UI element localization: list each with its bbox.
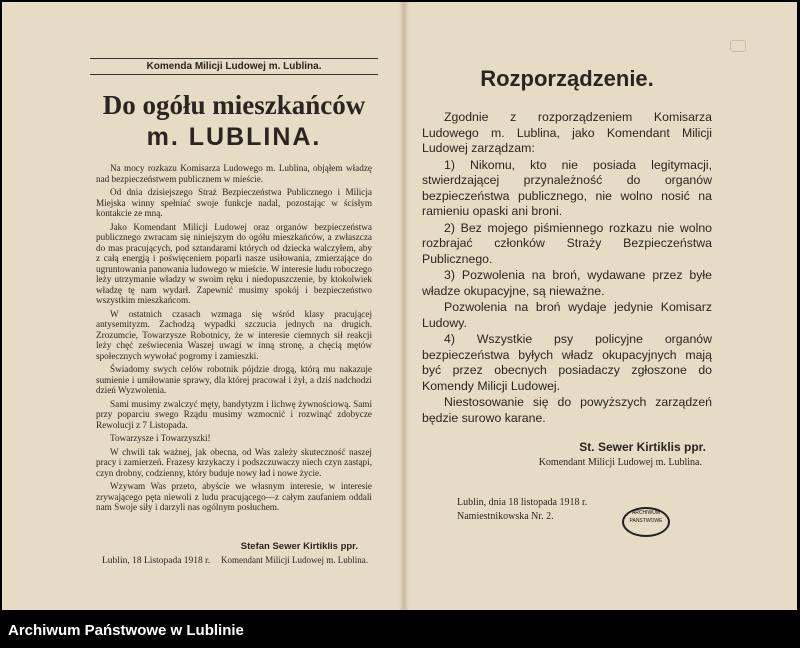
stamp-line2: PAŃSTWOWE [629, 518, 663, 524]
document-sheet [2, 2, 797, 610]
left-paragraph: Wzywam Was przeto, abyście we własnym interesie, w interesie zrywającego pęta niewoli z ludu pracującego—z całym zaufaniem oddali nam Swoje siły i darzyli nas ogólnym posłuchem. [96, 481, 372, 512]
right-paragraph: Pozwolenia na broń wydaje jedynie Komisarz Ludowy. [422, 300, 712, 330]
left-paragraph: Świadomy swych celów robotnik pójdzie drogą, którą mu nakazuje sumienie i umiłowanie sprawy, dla której pracował i żył, a dziś nadchodzi dzień Wyzwolenia. [96, 364, 372, 395]
right-address-line: Namiestnikowska Nr. 2. [457, 511, 554, 522]
left-date: Lublin, 18 Listopada 1918 r. [102, 556, 211, 566]
right-signature-title: Komendant Milicji Ludowej m. Lublina. [538, 457, 702, 468]
left-paragraph: Na mocy rozkazu Komisarza Ludowego m. Lublina, objąłem władzę nad bezpieczeństwem publicznem w mieście. [96, 163, 372, 184]
right-title: Rozporządzenie. [480, 66, 654, 91]
left-signature: Stefan Sewer Kirtiklis ppr. [240, 540, 358, 552]
left-paragraph: W chwili tak ważnej, jak obecna, od Was zależy skuteczność naszej pracy i zamierzeń. Frazesy krzykaczy i podszczuwaczy niech czyn zastąpi, czyn drobny, codzienny, który buduje nowy ład i nowe życie. [96, 446, 372, 478]
right-paragraph: Niestosowanie się do powyższych zarządzeń będzie surowo karane. [422, 395, 712, 425]
right-date-line: Lublin, dnia 18 listopada 1918 r. [457, 497, 588, 508]
left-signature-title: Komendant Milicji Ludowej m. Lublina. [221, 554, 368, 565]
right-notice [422, 62, 712, 468]
right-paragraph: 1) Nikomu, kto nie posiada legitymacji, stwierdzającej przynależność do organów bezpieczeństwa publicznego, nie wolno nosić na ramieniu opaski ani broni. [422, 157, 712, 218]
right-date-block [457, 496, 587, 524]
left-paragraph: W ostatnich czasach wzmaga się wśród klasy pracującej antysemityzm. Zachodzą wypadki szczucia jednych na drugich. Zrozumcie, Towarzysze Robotnicy, że w interesie ciemnych sił reakcji leży chęć zeświecenia Waszej uwagi w inną stronę, a chęcią mętów społecznych wywołać pogromy i zamieszki. [96, 308, 372, 361]
stamp-line1: ARCHIWUM [631, 510, 661, 516]
left-header: Komenda Milicji Ludowej m. Lublina. [90, 58, 378, 75]
left-paragraph: Towarzysze i Towarzyszki! [110, 433, 211, 443]
left-notice [90, 58, 378, 565]
archive-footer-label: Archiwum Państwowe w Lublinie [8, 622, 244, 639]
right-paragraph: 4) Wszystkie psy policyjne organów bezpieczeństwa byłych władz okupacyjnych mają być przez obecnych posiadaczy zgłoszone do Komendy Milicji Ludowej. [422, 332, 712, 393]
right-signature: St. Sewer Kirtiklis ppr. [579, 440, 706, 454]
left-title-line1: Do ogółu mieszkańców [102, 90, 366, 120]
page-fold [399, 2, 409, 610]
archive-stamp [622, 507, 670, 537]
left-paragraph: Jako Komendant Milicji Ludowej oraz organów bezpieczeństwa publicznego zwracam się niniejszym do ogółu mieszkańców, a zwłaszcza do mas pracujących, pod sztandarami których od dziecka walczyłem, aby z całą energją i poświęceniem poparli nasze usiłowania, zmierzające do ugruntowania panowania ludowego w mieście. W interesie ludu roboczego leży utrzymanie władzy w swoim ręku i niedopuszczenie, by ktokolwiek władzę tę nam wydarł. Zapewnić musimy spokój i bezpieczeństwo wszystkim mieszkańcom. [96, 221, 372, 305]
archive-tab-mark [730, 40, 746, 52]
right-paragraph: Zgodnie z rozporządzeniem Komisarza Ludowego m. Lublina, jako Komendant Milicji Ludowej zarządzam: [422, 110, 712, 155]
left-paragraph: Sami musimy zwalczyć męty, bandytyzm i lichwę żywnościową. Sami przy poparciu swego Rządu musimy wzmocnić i rozwinąć zdobycze Rewolucji z 7 Listopada. [96, 398, 372, 430]
left-title-line2: m. LUBLINA. [146, 123, 322, 151]
right-paragraph: 3) Pozwolenia na broń, wydawane przez byłe władze okupacyjne, są nieważne. [422, 268, 712, 298]
right-paragraph: 2) Bez mojego piśmiennego rozkazu nie wolno rozbrajać członków Straży Bezpieczeństwa Publicznego. [422, 220, 712, 266]
left-paragraph: Od dnia dzisiejszego Straż Bezpieczeństwa Publicznego i Milicja Miejska winny spełniać swoje funkcje nadal, pozostając w ścisłym kontakcie ze mną. [96, 187, 372, 218]
